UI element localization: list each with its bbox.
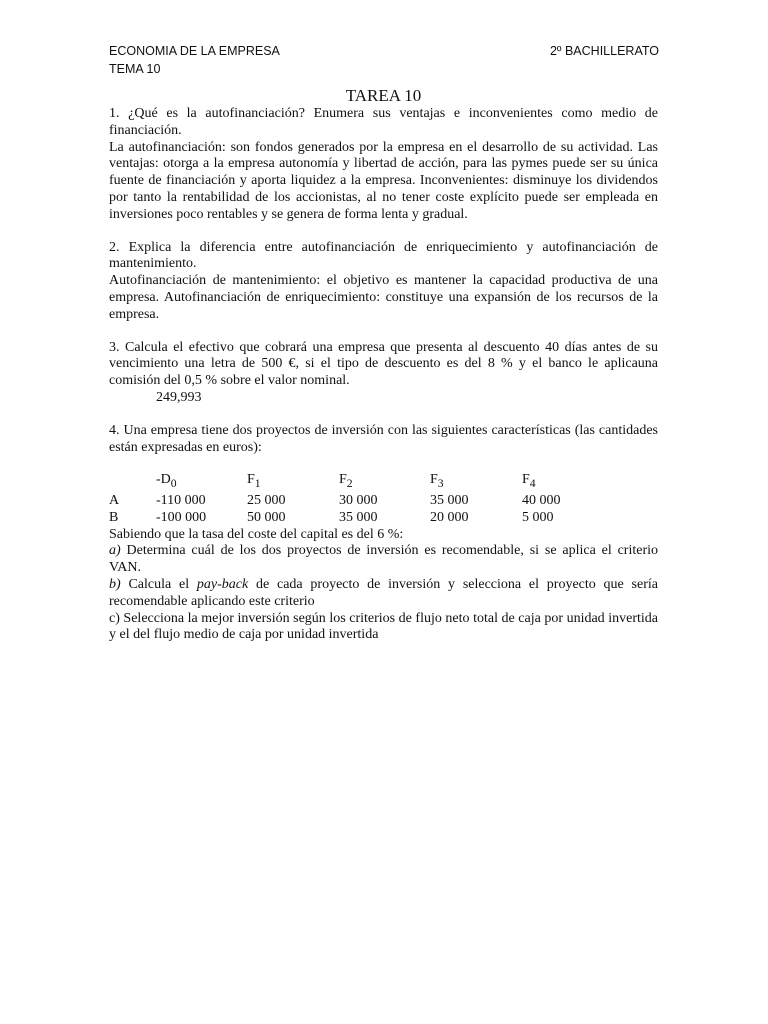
part-b-text-2: de cada proyecto de inversión y selecciona el proyecto que sería recomendable aplicando este criterio <box>109 576 658 609</box>
question-2-answer: Autofinanciación de mantenimiento: el objetivo es mantener la capacidad productiva de una empresa. Autofinanciación de enriquecimiento: constituye una expansión de los recursos de la empresa. <box>109 273 658 322</box>
table-cell: B <box>109 509 119 525</box>
question-4-text: 4. Una empresa tiene dos proyectos de inversión con las siguientes características (las cantidades están expresadas en euros): <box>109 422 658 455</box>
question-2-text: 2. Explica la diferencia entre autofinanciación de enriquecimiento y autofinanciación de mantenimiento. <box>109 239 658 272</box>
table-header-row <box>109 472 602 493</box>
question-2 <box>109 240 658 324</box>
table-row <box>109 493 602 510</box>
part-a-text: Determina cuál de los dos proyectos de inversión es recomendable, si se aplica el criterio VAN. <box>109 543 658 576</box>
table-cell: 50 000 <box>247 509 286 525</box>
page-title: TAREA 10 <box>345 86 422 105</box>
table-cell: A <box>109 492 120 508</box>
question-4 <box>109 423 658 644</box>
question-4-part-c: c) Selecciona la mejor inversión según los criterios de flujo neto total de caja por unidad invertida y el del flujo medio de caja por unidad invertida <box>109 610 658 643</box>
question-3 <box>109 340 658 407</box>
table-cell: 35 000 <box>430 492 469 508</box>
table-header-cell: $F_1$ <box>247 472 261 491</box>
question-3-answer: 249,993 <box>156 389 202 405</box>
table-cell: -100 000 <box>156 509 207 525</box>
course-label: 2º BACHILLERATO <box>549 44 659 58</box>
table-header-cell: $F_3$ <box>430 472 444 491</box>
spacer <box>109 456 658 472</box>
table-cell: 40 000 <box>522 492 561 508</box>
header-row <box>109 42 659 60</box>
question-1-text: 1. ¿Qué es la autofinanciación? Enumera sus ventajas e inconvenientes como medio de financiación. <box>109 106 658 138</box>
question-1-answer: La autofinanciación: son fondos generados por la empresa en el desarrollo de su actividad. Las ventajas: otorga a la empresa autonomía y libertad de acción, para las pymes puede ser su única fuente de financiación y aporta liquidez a la empresa. Inconvenientes: disminuye los dividendos por tanto la rentabilidad de los accionistas, al no tener coste explícito puede ser empleada en inversiones poco rentables y se genera de forma lenta y gradual. <box>109 139 658 222</box>
table-header-cell: $F_4$ <box>522 472 536 491</box>
subject-label: ECONOMIA DE LA EMPRESA <box>109 44 280 58</box>
table-cell: 5 000 <box>522 509 554 525</box>
cash-flow-table <box>109 472 602 526</box>
table-cell: 20 000 <box>430 509 469 525</box>
document-body <box>109 86 658 644</box>
table-cell: 35 000 <box>339 509 378 525</box>
page-header <box>109 42 659 78</box>
table-row <box>109 510 602 527</box>
unit-label: TEMA 10 <box>109 62 161 76</box>
spacer <box>109 407 658 423</box>
question-4-part-a <box>109 543 658 577</box>
part-b-text-1: Calcula el <box>120 576 197 592</box>
table-header-cell: $-D_0$ <box>156 472 177 491</box>
payback-term: pay-back <box>196 576 249 592</box>
question-4-note: Sabiendo que la tasa del coste del capital es del 6 %: <box>109 526 404 542</box>
question-4-part-b <box>109 577 658 611</box>
question-3-text: 3. Calcula el efectivo que cobrará una empresa que presenta al descuento 40 días antes de su vencimiento una letra de 500 €, si el tipo de descuento es del 8 % y el banco le aplicauna comisión del 0,5 % sobre el valor nominal. <box>109 339 658 389</box>
table-cell: 25 000 <box>247 492 286 508</box>
part-b-label: b) <box>109 576 121 592</box>
spacer <box>109 324 658 340</box>
spacer <box>109 224 658 240</box>
table-cell: -110 000 <box>156 492 206 508</box>
question-1 <box>109 106 658 224</box>
part-a-label: a) <box>109 543 121 559</box>
table-header-cell: $F_2$ <box>339 472 353 491</box>
table-header-cell <box>109 472 156 493</box>
table-cell: 30 000 <box>339 492 378 508</box>
